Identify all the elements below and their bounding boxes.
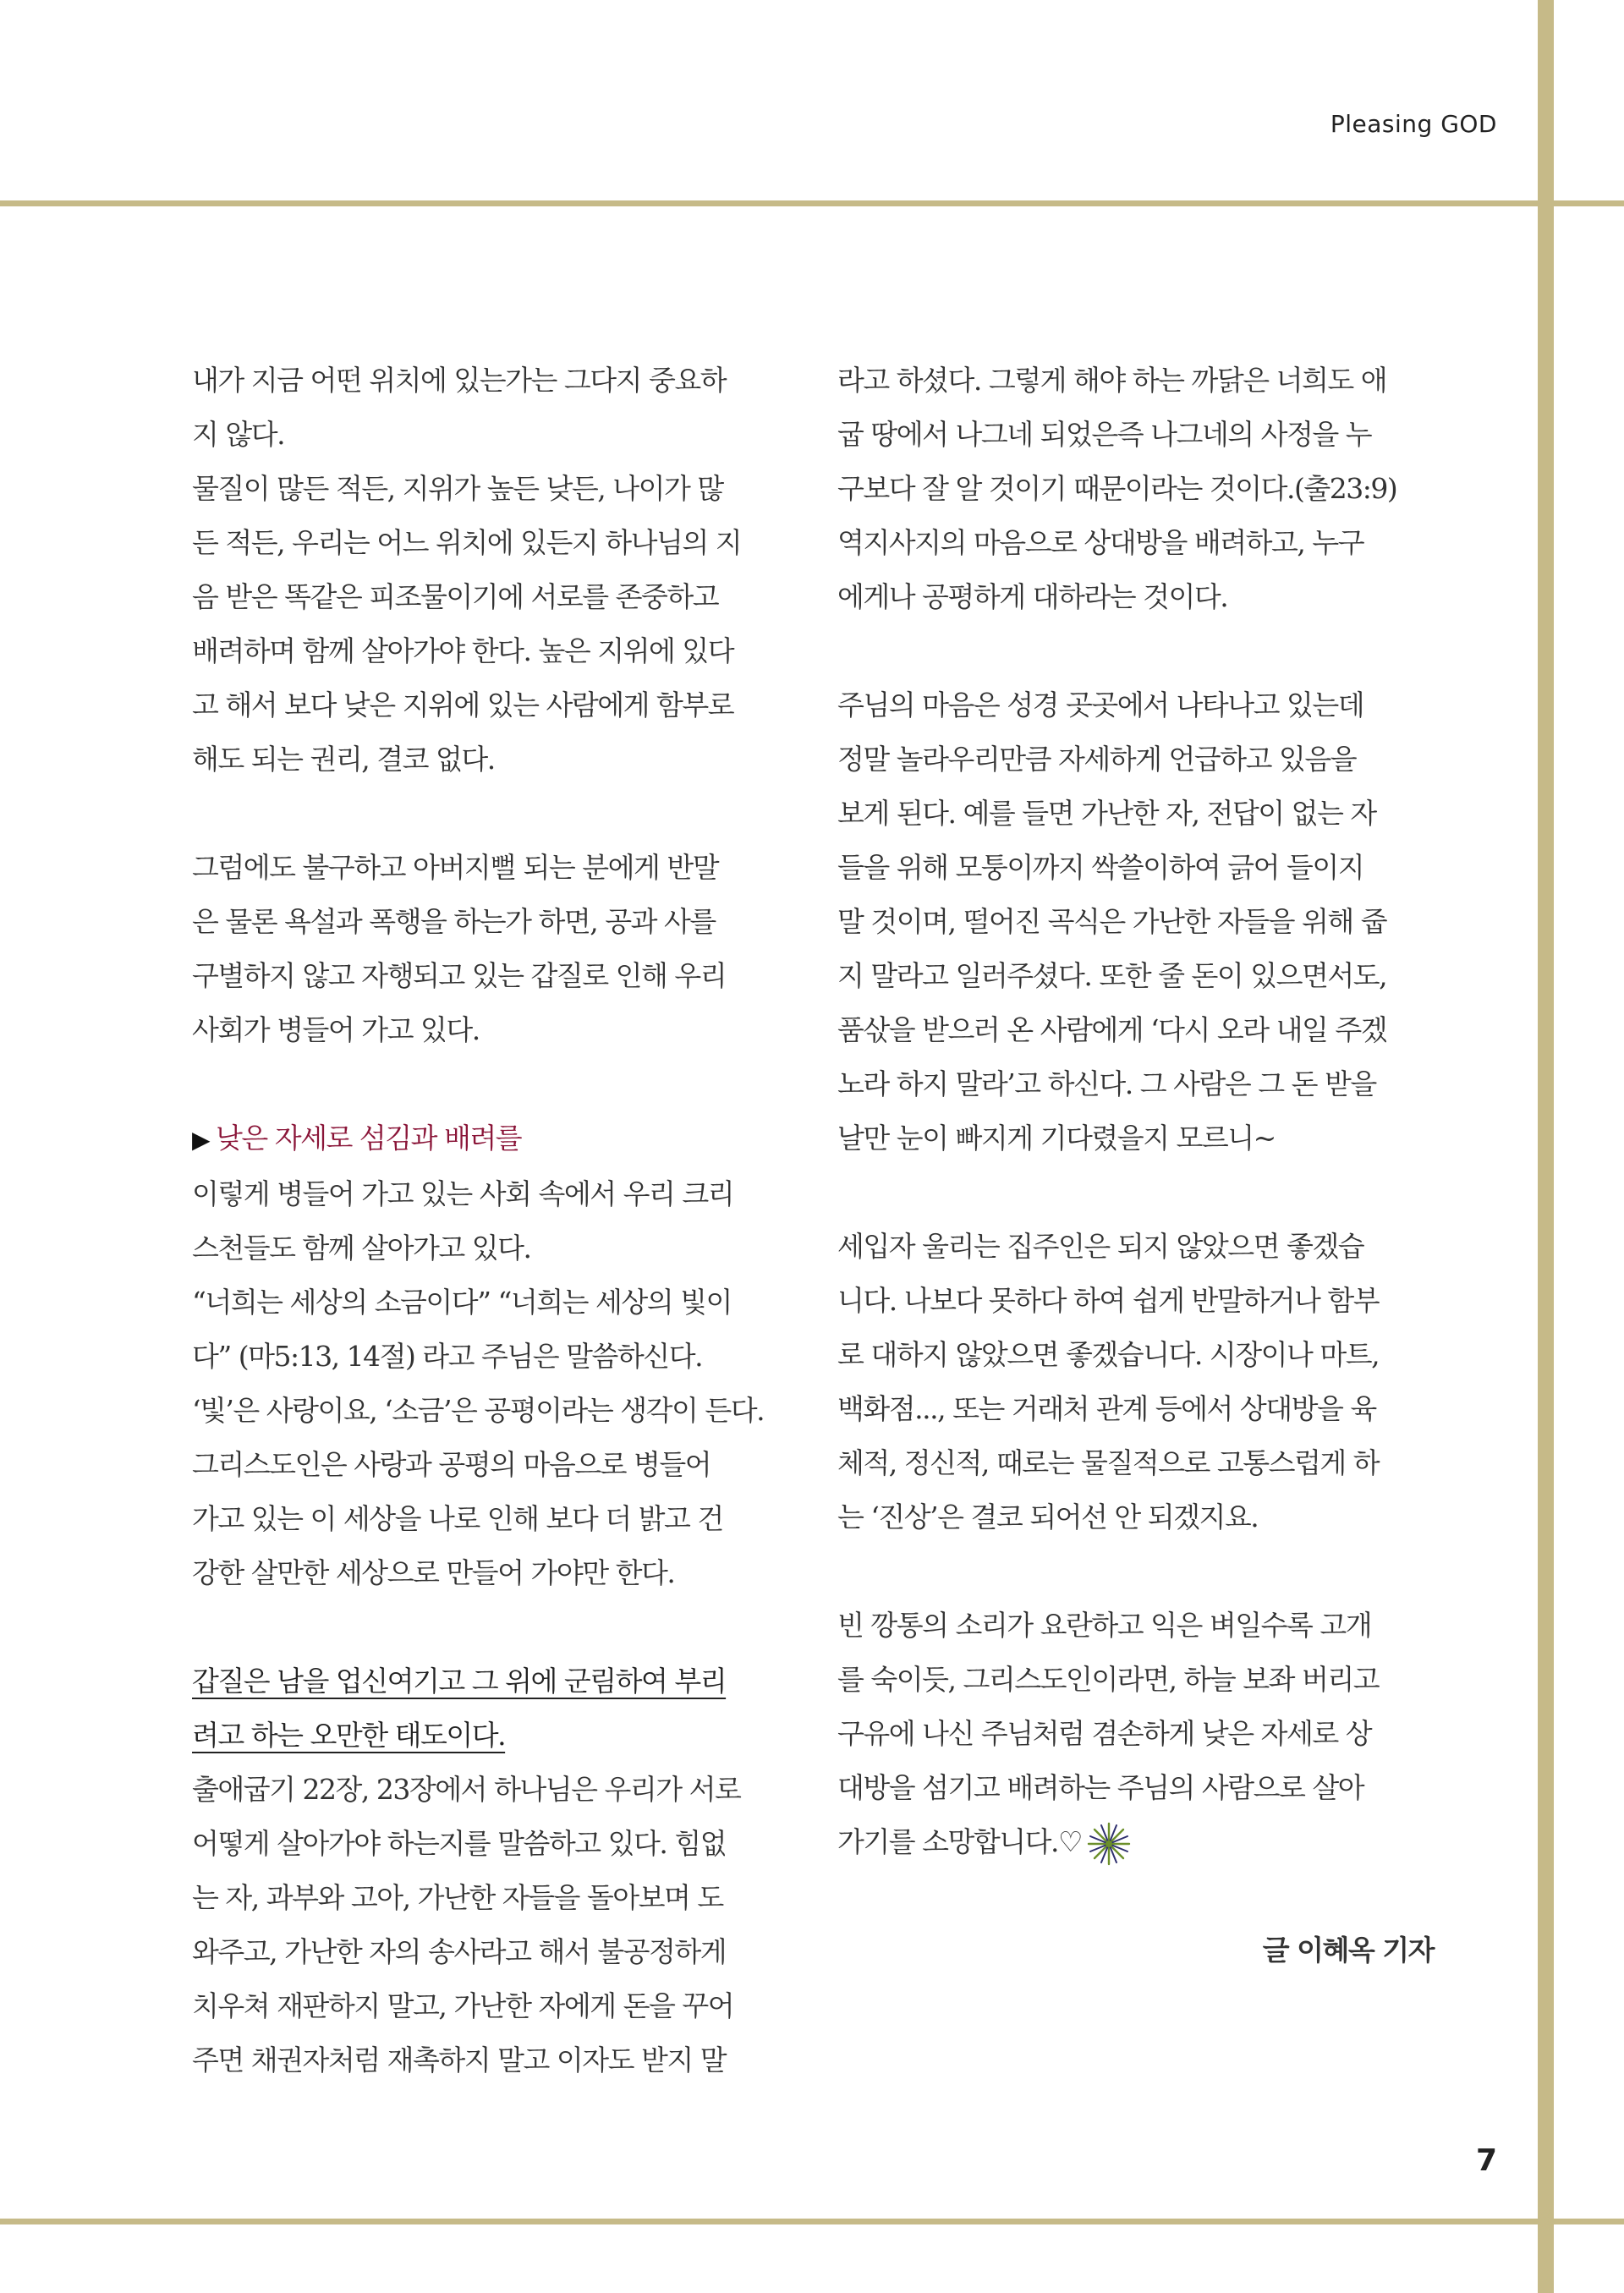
section-header: Pleasing GOD (1330, 110, 1497, 138)
text-line: 든 적든, 우리는 어느 위치에 있든지 하나님의 지 (192, 526, 742, 559)
text-line: 와주고, 가난한 자의 송사라고 해서 불공정하게 (192, 1935, 727, 1968)
text-line: 지 않다. (192, 418, 285, 451)
text-line: 정말 놀라우리만큼 자세하게 언급하고 있음을 (837, 743, 1357, 776)
text-line: 는 ‘진상’은 결코 되어선 안 되겠지요. (837, 1500, 1259, 1533)
text-line: 보게 된다. 예를 들면 가난한 자, 전답이 없는 자 (837, 797, 1376, 830)
text-line: 은 물론 욕설과 폭행을 하는가 하면, 공과 사를 (192, 905, 716, 938)
subheading-text: 낮은 자세로 섬김과 배려를 (216, 1122, 522, 1155)
text-line: 로 대하지 않았으면 좋겠습니다. 시장이나 마트, (837, 1338, 1380, 1371)
text-line: 사회가 병들어 가고 있다. (192, 1013, 480, 1046)
underlined-statement: 갑질은 남을 업신여기고 그 위에 군림하여 부리 (192, 1665, 727, 1698)
underlined-statement: 려고 하는 오만한 태도이다. (192, 1719, 506, 1752)
text-line: 역지사지의 마음으로 상대방을 배려하고, 누구 (837, 526, 1364, 559)
text-line: 구보다 잘 알 것이기 때문이라는 것이다.(출23:9) (837, 472, 1397, 505)
text-line: 물질이 많든 적든, 지위가 높든 낮든, 나이가 많 (192, 472, 723, 505)
author-byline: 글 이혜옥 기자 (1262, 1934, 1434, 1967)
text-line: 어떻게 살아가야 하는지를 말씀하고 있다. 힘없 (192, 1827, 727, 1860)
text-line: 는 자, 과부와 고아, 가난한 자들을 돌아보며 도 (192, 1881, 723, 1914)
footer-rule (0, 2219, 1624, 2224)
text-line: 가고 있는 이 세상을 나로 인해 보다 더 밝고 건 (192, 1502, 723, 1535)
right-vertical-rule (1538, 0, 1554, 2293)
text-line: 스천들도 함께 살아가고 있다. (192, 1232, 531, 1264)
text-line: 빈 깡통의 소리가 요란하고 익은 벼일수록 고개 (837, 1609, 1372, 1642)
closing-text: 가기를 소망합니다.♡ (837, 1825, 1083, 1858)
text-line: 백화점..., 또는 거래처 관계 등에서 상대방을 육 (837, 1392, 1376, 1425)
text-line: 음 받은 똑같은 피조물이기에 서로를 존중하고 (192, 580, 719, 613)
page-number: 7 (1475, 2143, 1497, 2178)
text-line: 내가 지금 어떤 위치에 있는가는 그다지 중요하 (192, 364, 727, 397)
text-line: 굽 땅에서 나그네 되었은즉 나그네의 사정을 누 (837, 418, 1372, 451)
text-line: 해도 되는 권리, 결코 없다. (192, 743, 495, 776)
text-line: 지 말라고 일러주셨다. 또한 줄 돈이 있으면서도, (837, 959, 1387, 992)
text-line: 라고 하셨다. 그렇게 해야 하는 까닭은 너희도 애 (837, 364, 1387, 397)
text-line: 다” (마5:13, 14절) 라고 주님은 말씀하신다. (192, 1340, 703, 1373)
left-column (192, 354, 788, 2087)
right-column (837, 354, 1434, 1978)
header-rule (0, 200, 1624, 206)
play-triangle-icon: ▶ (192, 1126, 210, 1154)
text-line: 출애굽기 22장, 23장에서 하나님은 우리가 서로 (192, 1773, 741, 1806)
sparkle-icon (1084, 1821, 1134, 1867)
text-line: 강한 살만한 세상으로 만들어 가야만 한다. (192, 1556, 675, 1589)
text-line: 치우쳐 재판하지 말고, 가난한 자에게 돈을 꾸어 (192, 1989, 734, 2022)
text-line: 그리스도인은 사랑과 공평의 마음으로 병들어 (192, 1448, 711, 1481)
text-line: 품삯을 받으러 온 사람에게 ‘다시 오라 내일 주겠 (837, 1013, 1387, 1046)
text-line: 말 것이며, 떨어진 곡식은 가난한 자들을 위해 줍 (837, 905, 1387, 938)
text-line: 주님의 마음은 성경 곳곳에서 나타나고 있는데 (837, 688, 1364, 721)
text-line: 들을 위해 모퉁이까지 싹쓸이하여 긁어 들이지 (837, 851, 1364, 884)
text-line: 주면 채권자처럼 재촉하지 말고 이자도 받지 말 (192, 2043, 727, 2076)
text-line: 에게나 공평하게 대하라는 것이다. (837, 580, 1228, 613)
text-line: 그럼에도 불구하고 아버지뻘 되는 분에게 반말 (192, 851, 719, 884)
text-line: 노라 하지 말라’고 하신다. 그 사람은 그 돈 받을 (837, 1067, 1376, 1100)
text-line: 대방을 섬기고 배려하는 주님의 사람으로 살아 (837, 1771, 1364, 1804)
text-line: 를 숙이듯, 그리스도인이라면, 하늘 보좌 버리고 (837, 1663, 1380, 1696)
text-line: “너희는 세상의 소금이다” “너희는 세상의 빛이 (192, 1286, 732, 1319)
text-line: 니다. 나보다 못하다 하여 쉽게 반말하거나 함부 (837, 1284, 1380, 1317)
text-line: 배려하며 함께 살아가야 한다. 높은 지위에 있다 (192, 634, 734, 667)
closing-line (837, 1815, 1434, 1869)
text-line: 고 해서 보다 낮은 지위에 있는 사람에게 함부로 (192, 688, 734, 721)
section-subheading (192, 1111, 788, 1167)
text-line: 구유에 나신 주님처럼 겸손하게 낮은 자세로 상 (837, 1717, 1372, 1750)
text-line: 체적, 정신적, 때로는 물질적으로 고통스럽게 하 (837, 1446, 1380, 1479)
text-line: 날만 눈이 빠지게 기다렸을지 모르니~ (837, 1122, 1276, 1155)
text-line: 세입자 울리는 집주인은 되지 않았으면 좋겠습 (837, 1230, 1364, 1263)
text-line: 이렇게 병들어 가고 있는 사회 속에서 우리 크리 (192, 1177, 734, 1210)
text-line: 구별하지 않고 자행되고 있는 갑질로 인해 우리 (192, 959, 727, 992)
text-line: ‘빛’은 사랑이요, ‘소금’은 공평이라는 생각이 든다. (192, 1394, 765, 1427)
